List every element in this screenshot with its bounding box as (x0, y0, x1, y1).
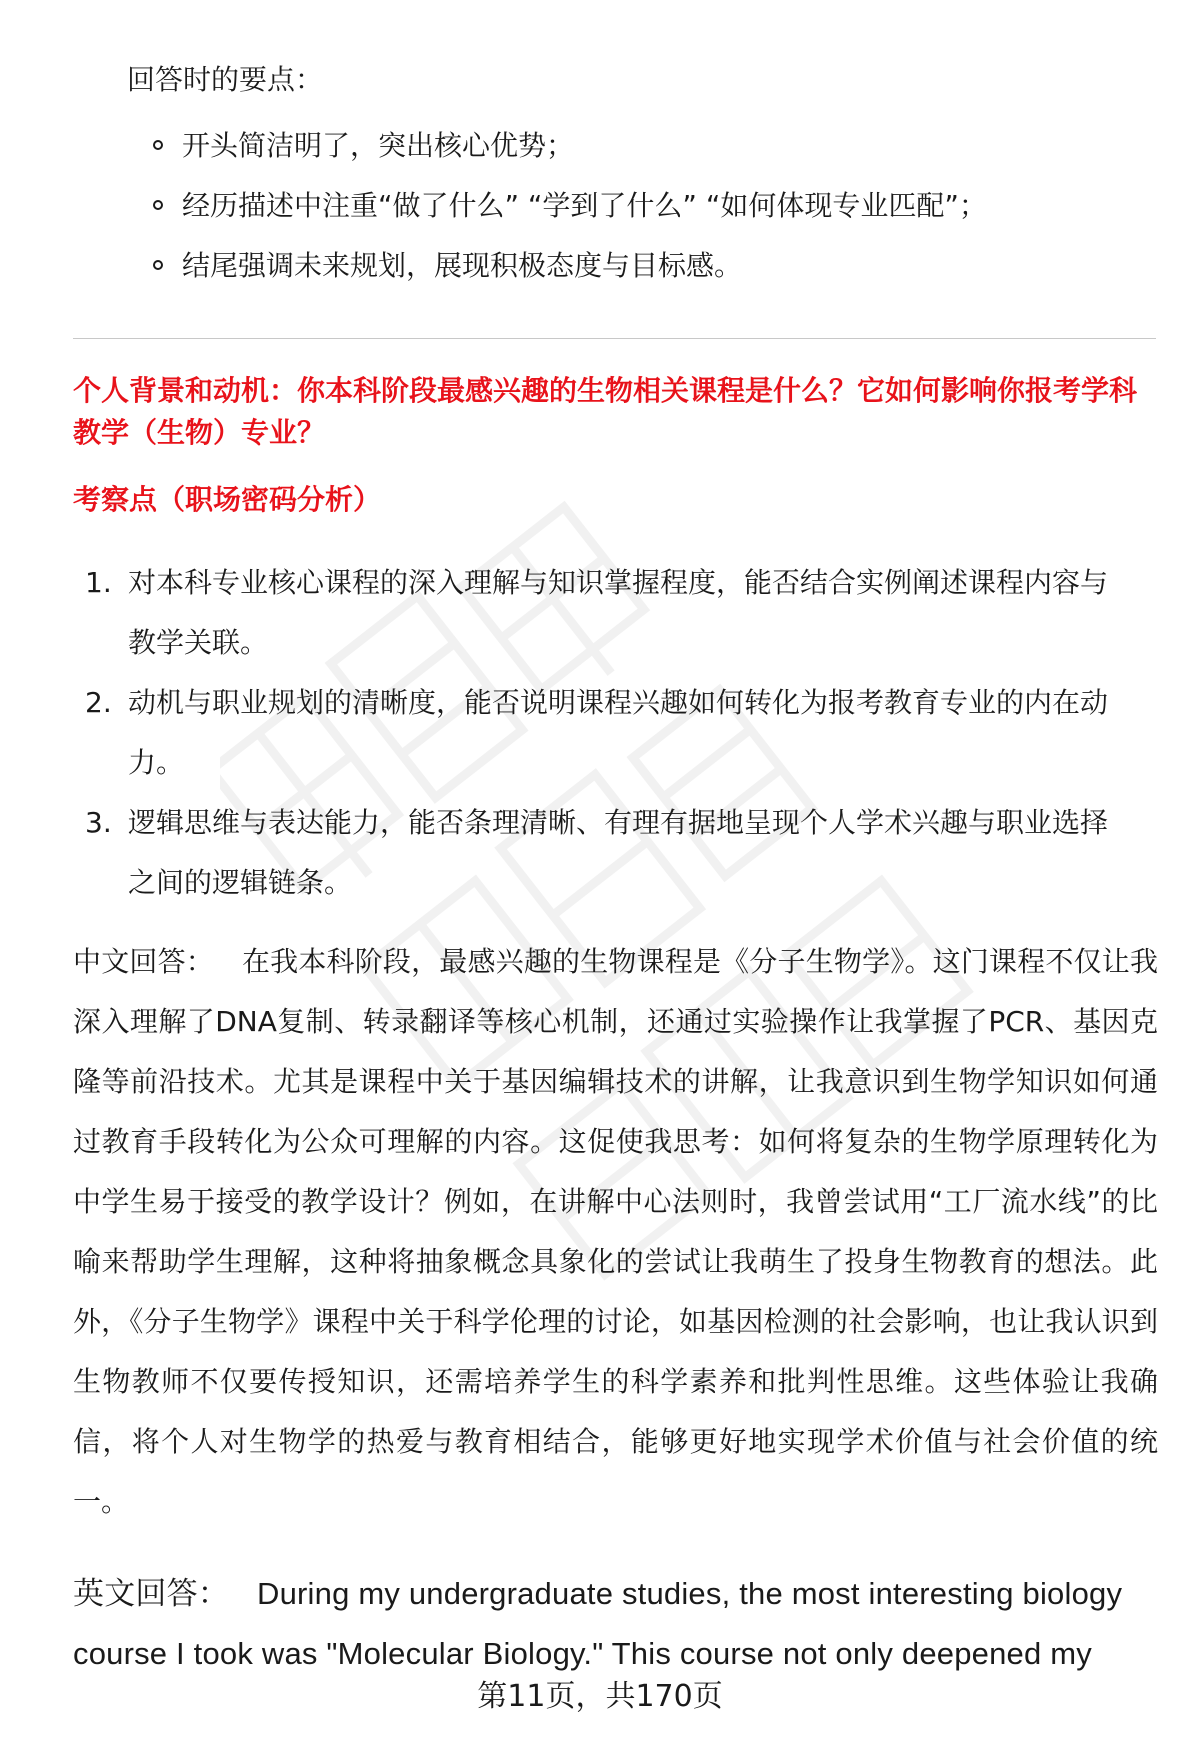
list-item (73, 553, 1158, 673)
hollow-bullet-icon (153, 140, 163, 150)
list-item (150, 236, 1150, 296)
english-answer-text: During my undergraduate studies, the most interesting biology course I took was "Molecular Biology." This course not only deepened my (73, 1576, 1123, 1671)
list-number: 2. (85, 686, 112, 719)
bullet-text: 开头简洁明了，突出核心优势； (182, 129, 575, 162)
assessment-points-list (73, 553, 1158, 913)
point-text: 对本科专业核心课程的深入理解与知识掌握程度，能否结合实例阐述课程内容与教学关联。 (128, 566, 1109, 659)
chinese-answer-paragraph (73, 932, 1158, 1532)
intro-bullet-list (150, 116, 1150, 296)
list-number: 1. (85, 566, 112, 599)
list-item (73, 793, 1158, 913)
bullet-text: 经历描述中注重“做了什么” “学到了什么” “如何体现专业匹配”； (182, 189, 987, 222)
hollow-bullet-icon (153, 260, 163, 270)
list-item (150, 176, 1150, 236)
list-number: 3. (85, 806, 112, 839)
bullet-text: 结尾强调未来规划，展现积极态度与目标感。 (182, 249, 743, 282)
chinese-answer-label: 中文回答： (73, 945, 214, 978)
list-item (150, 116, 1150, 176)
intro-label: 回答时的要点： (127, 63, 324, 96)
english-answer-label: 英文回答： (73, 1576, 229, 1611)
point-text: 逻辑思维与表达能力，能否条理清晰、有理有据地呈现个人学术兴趣与职业选择之间的逻辑链条。 (128, 806, 1109, 899)
list-item (73, 673, 1158, 793)
question-heading: 个人背景和动机：你本科阶段最感兴趣的生物相关课程是什么？它如何影响你报考学科教学（生物）专业？ (73, 374, 1138, 449)
english-answer-paragraph (73, 1564, 1158, 1684)
hollow-bullet-icon (153, 200, 163, 210)
section-divider (73, 338, 1156, 339)
points-title: 考察点（职场密码分析） (73, 483, 382, 516)
page-footer: 第11页，共170页 (477, 1679, 723, 1714)
chinese-answer-text: 在我本科阶段，最感兴趣的生物课程是《分子生物学》。这门课程不仅让我深入理解了DNA复制、转录翻译等核心机制，还通过实验操作让我掌握了PCR、基因克隆等前沿技术。尤其是课程中关于基因编辑技术的讲解，让我意识到生物学知识如何通过教育手段转化为公众可理解的内容。这促使我思考：如何将复杂的生物学原理转化为中学生易于接受的教学设计？例如，在讲解中心法则时，我曾尝试用“工厂流水线”的比喻来帮助学生理解，这种将抽象概念具象化的尝试让我萌生了投身生物教育的想法。此外，《分子生物学》课程中关于科学伦理的讨论，如基因检测的社会影响，也让我认识到生物教师不仅要传授知识，还需培养学生的科学素养和批判性思维。这些体验让我确信，将个人对生物学的热爱与教育相结合，能够更好地实现学术价值与社会价值的统一。 (73, 945, 1158, 1518)
point-text: 动机与职业规划的清晰度，能否说明课程兴趣如何转化为报考教育专业的内在动力。 (128, 686, 1109, 779)
